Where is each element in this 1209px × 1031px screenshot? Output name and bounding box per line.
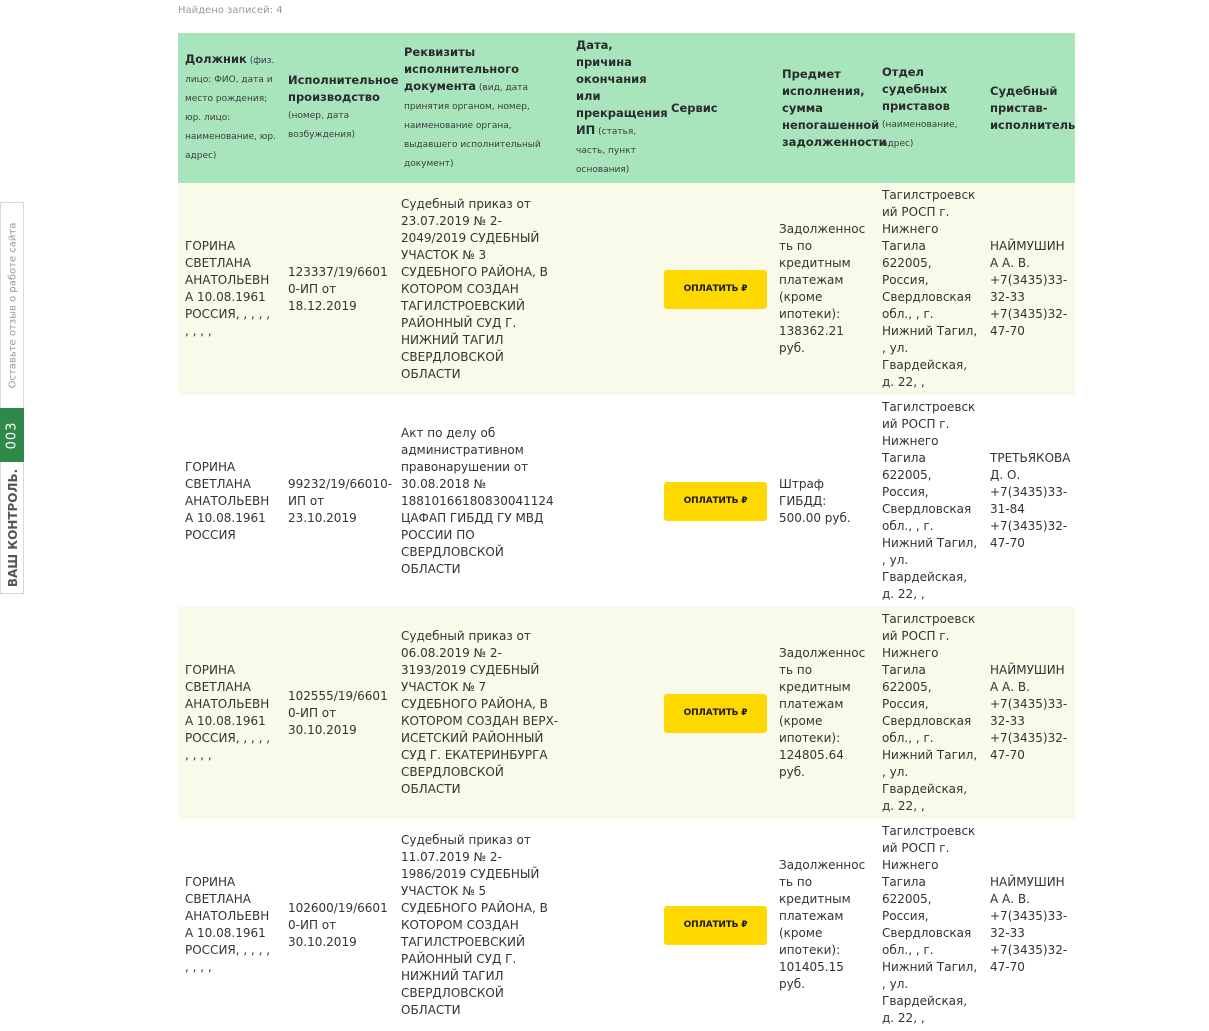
- cell-subject: Задолженность по кредитным платежам (кроме ипотеки): 101405.15 руб.: [775, 819, 875, 1031]
- cell-proceeding: 102600/19/66010-ИП от 30.10.2019: [281, 819, 397, 1031]
- pay-button[interactable]: ОПЛАТИТЬ ₽: [664, 482, 767, 521]
- cell-department: Тагилстроевский РОСП г. Нижнего Тагила 622005, Россия, Свердловская обл., , г. Нижний Тагил, , ул. Гвардейская, д. 22, ,: [875, 183, 983, 395]
- table-row: [178, 395, 1075, 607]
- pay-button[interactable]: ОПЛАТИТЬ ₽: [664, 694, 767, 733]
- cell-bailiff: НАЙМУШИНА А. В. +7(3435)33-32-33 +7(3435)32-47-70: [983, 183, 1075, 395]
- cell-end-date: [569, 183, 664, 395]
- pay-button[interactable]: ОПЛАТИТЬ ₽: [664, 906, 767, 945]
- enforcement-records-table: [178, 33, 1075, 1031]
- cell-department: Тагилстроевский РОСП г. Нижнего Тагила 622005, Россия, Свердловская обл., , г. Нижний Тагил, , ул. Гвардейская, д. 22, ,: [875, 819, 983, 1031]
- pay-button[interactable]: ОПЛАТИТЬ ₽: [664, 270, 767, 309]
- cell-proceeding: 102555/19/66010-ИП от 30.10.2019: [281, 607, 397, 819]
- cell-bailiff: ТРЕТЬЯКОВА Д. О. +7(3435)33-31-84 +7(3435)32-47-70: [983, 395, 1075, 607]
- cell-end-date: [569, 395, 664, 607]
- cell-debtor: ГОРИНА СВЕТЛАНА АНАТОЛЬЕВНА 10.08.1961 РОССИЯ, , , , , , , , ,: [178, 607, 281, 819]
- cell-service: [664, 395, 775, 607]
- feedback-widget: [0, 202, 24, 594]
- table-row: [178, 607, 1075, 819]
- cell-service: [664, 183, 775, 395]
- table-row: [178, 819, 1075, 1031]
- cell-document: Судебный приказ от 06.08.2019 № 2-3193/2019 СУДЕБНЫЙ УЧАСТОК № 7 СУДЕБНОГО РАЙОНА, В КОТОРОМ СОЗДАН ВЕРХ-ИСЕТСКИЙ РАЙОННЫЙ СУД Г. ЕКАТЕРИНБУРГА СВЕРДЛОВСКОЙ ОБЛАСТИ: [397, 607, 569, 819]
- cell-department: Тагилстроевский РОСП г. Нижнего Тагила 622005, Россия, Свердловская обл., , г. Нижний Тагил, , ул. Гвардейская, д. 22, ,: [875, 607, 983, 819]
- cell-bailiff: НАЙМУШИНА А. В. +7(3435)33-32-33 +7(3435)32-47-70: [983, 607, 1075, 819]
- header-service: Сервис: [664, 33, 775, 183]
- cell-document: Судебный приказ от 11.07.2019 № 2-1986/2019 СУДЕБНЫЙ УЧАСТОК № 5 СУДЕБНОГО РАЙОНА, В КОТОРОМ СОЗДАН ТАГИЛСТРОЕВСКИЙ РАЙОННЫЙ СУД Г. НИЖНИЙ ТАГИЛ СВЕРДЛОВСКОЙ ОБЛАСТИ: [397, 819, 569, 1031]
- cell-end-date: [569, 819, 664, 1031]
- cell-debtor: ГОРИНА СВЕТЛАНА АНАТОЛЬЕВНА 10.08.1961 РОССИЯ: [178, 395, 281, 607]
- cell-subject: Задолженность по кредитным платежам (кроме ипотеки): 124805.64 руб.: [775, 607, 875, 819]
- cell-bailiff: НАЙМУШИНА А. В. +7(3435)33-32-33 +7(3435)32-47-70: [983, 819, 1075, 1031]
- cell-document: Акт по делу об административном правонарушении от 30.08.2018 № 18810166180830041124 ЦАФАП ГИБДД ГУ МВД РОССИИ ПО СВЕРДЛОВСКОЙ ОБЛАСТИ: [397, 395, 569, 607]
- cell-service: [664, 819, 775, 1031]
- header-bailiff: Судебный пристав-исполнитель: [983, 33, 1075, 183]
- cell-service: [664, 607, 775, 819]
- cell-debtor: ГОРИНА СВЕТЛАНА АНАТОЛЬЕВНА 10.08.1961 РОССИЯ, , , , , , , , ,: [178, 819, 281, 1031]
- feedback-link[interactable]: [1, 203, 25, 408]
- header-debtor: Должник (физ. лицо: ФИО, дата и место рождения; юр. лицо: наименование, юр. адрес): [178, 33, 281, 183]
- feedback-brand[interactable]: [1, 462, 25, 594]
- feedback-badge-text: 003: [4, 421, 20, 449]
- cell-end-date: [569, 607, 664, 819]
- cell-department: Тагилстроевский РОСП г. Нижнего Тагила 622005, Россия, Свердловская обл., , г. Нижний Тагил, , ул. Гвардейская, д. 22, ,: [875, 395, 983, 607]
- feedback-badge[interactable]: [0, 408, 24, 462]
- header-subject: Предмет исполнения, сумма непогашенной задолженности: [775, 33, 875, 183]
- cell-subject: Задолженность по кредитным платежам (кроме ипотеки): 138362.21 руб.: [775, 183, 875, 395]
- cell-debtor: ГОРИНА СВЕТЛАНА АНАТОЛЬЕВНА 10.08.1961 РОССИЯ, , , , , , , , ,: [178, 183, 281, 395]
- feedback-link-text: Оставьте отзыв о работе сайта: [7, 222, 19, 389]
- cell-proceeding: 99232/19/66010-ИП от 23.10.2019: [281, 395, 397, 607]
- table-header-row: [178, 33, 1075, 183]
- table-row: [178, 183, 1075, 395]
- header-department: Отдел судебных приставов (наименование, адрес): [875, 33, 983, 183]
- feedback-brand-text: ВАШ КОНТРОЛЬ.: [6, 468, 20, 588]
- records-found-count: Найдено записей: 4: [178, 5, 283, 16]
- header-document: Реквизиты исполнительного документа (вид, дата принятия органом, номер, наименование органа, выдавшего исполнительный документ): [397, 33, 569, 183]
- cell-proceeding: 123337/19/66010-ИП от 18.12.2019: [281, 183, 397, 395]
- cell-subject: Штраф ГИБДД: 500.00 руб.: [775, 395, 875, 607]
- cell-document: Судебный приказ от 23.07.2019 № 2-2049/2019 СУДЕБНЫЙ УЧАСТОК № 3 СУДЕБНОГО РАЙОНА, В КОТОРОМ СОЗДАН ТАГИЛСТРОЕВСКИЙ РАЙОННЫЙ СУД Г. НИЖНИЙ ТАГИЛ СВЕРДЛОВСКОЙ ОБЛАСТИ: [397, 183, 569, 395]
- header-end-date: Дата, причина окончания или прекращения ИП (статья, часть, пункт основания): [569, 33, 664, 183]
- header-proceeding: Исполнительное производство (номер, дата возбуждения): [281, 33, 397, 183]
